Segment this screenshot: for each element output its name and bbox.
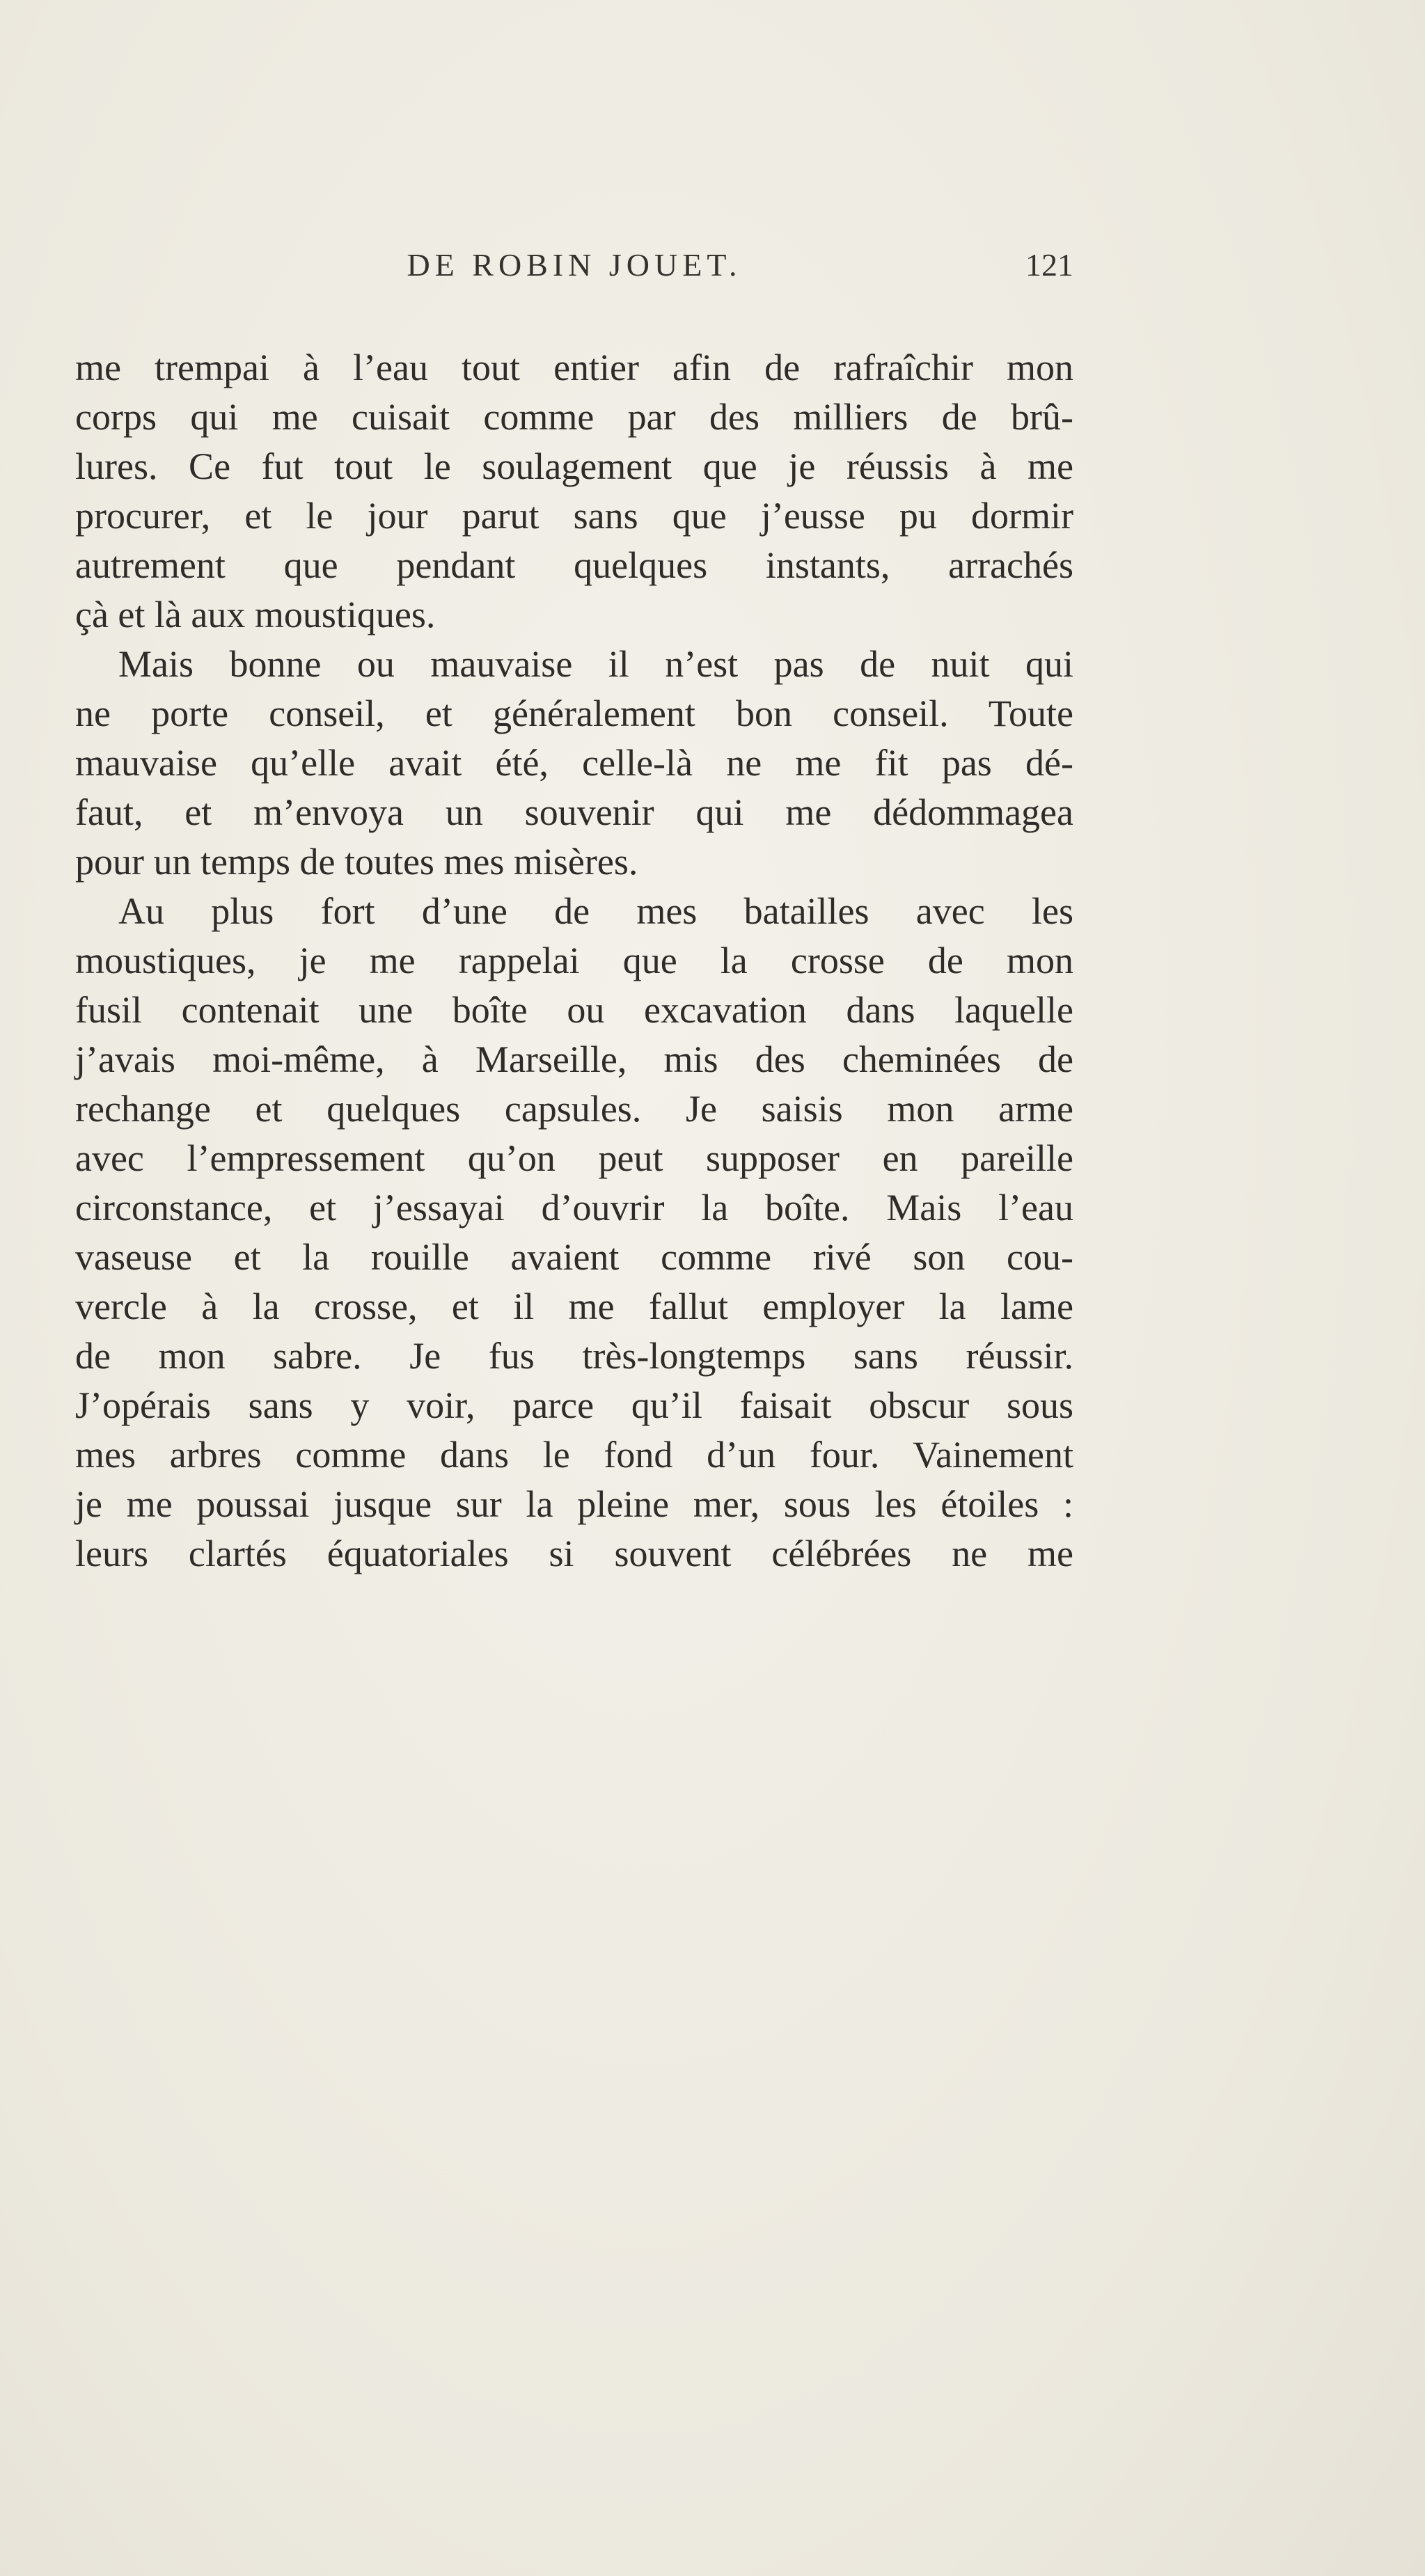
- text-line: çà et là aux moustiques.: [75, 594, 436, 635]
- text-line: je me poussai jusque sur la pleine mer, sous les étoiles :: [75, 1483, 1073, 1525]
- text-line: Mais bonne ou mauvaise il n’est pas de nuit qui: [118, 643, 1073, 685]
- text-line: moustiques, je me rappelai que la crosse de mon: [75, 940, 1073, 981]
- text-line: lures. Ce fut tout le soulagement que je réussis à me: [75, 445, 1073, 487]
- text-line: j’avais moi-même, à Marseille, mis des cheminées de: [75, 1038, 1073, 1080]
- text-line: ne porte conseil, et généralement bon conseil. Toute: [75, 693, 1073, 734]
- text-line: procurer, et le jour parut sans que j’eusse pu dormir: [75, 495, 1073, 537]
- text-line: pour un temps de toutes mes misères.: [75, 841, 638, 883]
- text-line: mauvaise qu’elle avait été, celle-là ne me fit pas dé-: [75, 742, 1073, 784]
- text-line: autrement que pendant quelques instants, arrachés: [75, 544, 1073, 586]
- text-line: circonstance, et j’essayai d’ouvrir la boîte. Mais l’eau: [75, 1187, 1073, 1228]
- text-line: corps qui me cuisait comme par des milliers de brû-: [75, 396, 1073, 438]
- text-line: vaseuse et la rouille avaient comme rivé son cou-: [75, 1236, 1073, 1278]
- body-text: [75, 343, 1073, 1579]
- text-line: faut, et m’envoya un souvenir qui me dédommagea: [75, 791, 1073, 833]
- text-line: fusil contenait une boîte ou excavation dans laquelle: [75, 989, 1073, 1031]
- page-header: [75, 237, 1073, 292]
- text-line: mes arbres comme dans le fond d’un four. Vainement: [75, 1434, 1073, 1476]
- text-line: Au plus fort d’une de mes batailles avec les: [118, 890, 1073, 932]
- text-line: avec l’empressement qu’on peut supposer en pareille: [75, 1137, 1073, 1179]
- running-title: DE ROBIN JOUET.: [407, 247, 742, 283]
- text-line: leurs clartés équatoriales si souvent célébrées ne me: [75, 1533, 1073, 1574]
- text-line: me trempai à l’eau tout entier afin de rafraîchir mon: [75, 347, 1073, 388]
- text-line: J’opérais sans y voir, parce qu’il faisait obscur sous: [75, 1384, 1073, 1426]
- page-number: 121: [1025, 247, 1073, 283]
- text-line: rechange et quelques capsules. Je saisis mon arme: [75, 1088, 1073, 1130]
- text-line: vercle à la crosse, et il me fallut employer la lame: [75, 1286, 1073, 1327]
- text-line: de mon sabre. Je fus très-longtemps sans réussir.: [75, 1335, 1073, 1377]
